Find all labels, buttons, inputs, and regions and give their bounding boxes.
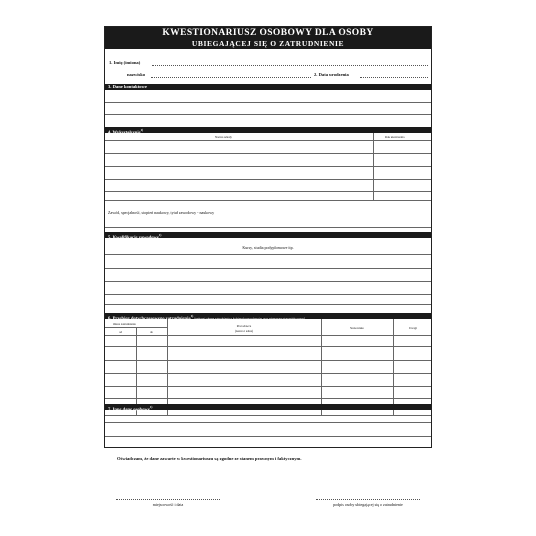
other-data-line[interactable] (105, 422, 431, 423)
education-row[interactable] (105, 191, 431, 192)
questionnaire-form (104, 26, 432, 448)
footnote-marker: 1) (190, 314, 194, 318)
education-row[interactable] (105, 200, 431, 201)
qualifications-line[interactable] (105, 304, 431, 305)
employment-note: (wskazać okresy zatrudnienia u kolejnych pracodawców oraz zajmowane stanowiska pracy) (194, 316, 305, 321)
qualifications-section-title: 5. Kwalifikacje zawodowe (108, 234, 159, 240)
first-name-label: 1. Imię (imiona) (109, 60, 141, 65)
school-name-header: Nazwa szkoły (215, 135, 232, 139)
employment-row[interactable] (105, 398, 431, 399)
contact-line[interactable] (105, 114, 431, 115)
employment-period-header: Okres zatrudnienia (113, 322, 136, 326)
employment-column-divider (136, 327, 137, 415)
birth-date-label: 2. Data urodzenia (314, 72, 349, 77)
employment-header-bottom (105, 335, 431, 336)
courses-label: Kursy, studia podyplomowe itp. (242, 245, 294, 250)
position-header: Stanowisko (349, 326, 364, 330)
profession-line[interactable] (105, 227, 431, 228)
declaration-statement: Oświadczam, że dane zawarte w kwestionariuszu są zgodne ze stanem prawnym i faktycznym. (117, 456, 302, 461)
other-data-section-title: 7. Inne dane osobowe (108, 406, 150, 412)
qualifications-line[interactable] (105, 268, 431, 269)
education-section-title: 4. Wykształcenie (108, 129, 141, 135)
contact-section-title: 3. Dane kontaktowe (108, 84, 147, 89)
employment-row[interactable] (105, 386, 431, 387)
employment-section-header (105, 313, 431, 319)
employment-row[interactable] (105, 415, 431, 416)
education-row[interactable] (105, 140, 431, 141)
employment-row[interactable] (105, 346, 431, 347)
footnote-marker: 1) (149, 405, 153, 409)
other-data-line[interactable] (105, 436, 431, 437)
from-header: od (119, 330, 122, 334)
form-subtitle: UBIEGAJĄCEJ SIĘ O ZATRUDNIENIE (191, 39, 345, 48)
other-data-section-header (105, 404, 431, 410)
education-row[interactable] (105, 179, 431, 180)
employer-address-header: (nazwa i adres) (234, 329, 254, 333)
education-row[interactable] (105, 166, 431, 167)
employment-row[interactable] (105, 360, 431, 361)
graduation-year-header: Rok ukończenia (385, 135, 405, 139)
employment-column-divider (321, 319, 322, 415)
contact-line[interactable] (105, 102, 431, 103)
place-date-line[interactable] (116, 499, 220, 500)
form-title: KWESTIONARIUSZ OSOBOWY DLA OSOBY (162, 28, 374, 38)
first-name-field[interactable] (152, 65, 428, 66)
surname-label: nazwisko (127, 72, 146, 77)
surname-field[interactable] (151, 77, 311, 78)
form-header (105, 27, 431, 49)
employer-header: Pracodawca (236, 324, 252, 328)
qualifications-section-header (105, 232, 431, 238)
education-section-header (105, 127, 431, 133)
contact-section-header (105, 84, 431, 90)
birth-date-field[interactable] (360, 77, 428, 78)
employment-section-title: 6. Przebieg dotychczasowego zatrudnienia (108, 315, 191, 321)
employment-row[interactable] (105, 373, 431, 374)
qualifications-line[interactable] (105, 294, 431, 295)
signature-caption: podpis osoby ubiegającej się o zatrudnienie (333, 502, 403, 507)
education-row[interactable] (105, 153, 431, 154)
employment-column-divider (167, 319, 168, 415)
footnote-marker: 1) (158, 233, 162, 237)
place-date-caption: miejscowość i data (152, 502, 184, 507)
remarks-header: Uwagi (409, 326, 417, 330)
to-header: do (150, 330, 153, 334)
footnote-marker: 1) (140, 128, 144, 132)
employment-column-divider (393, 319, 394, 415)
profession-label: Zawód, specjalność, stopień naukowy, tytuł zawodowy - naukowy (108, 210, 215, 215)
qualifications-line[interactable] (105, 254, 431, 255)
signature-line[interactable] (316, 499, 420, 500)
qualifications-line[interactable] (105, 281, 431, 282)
